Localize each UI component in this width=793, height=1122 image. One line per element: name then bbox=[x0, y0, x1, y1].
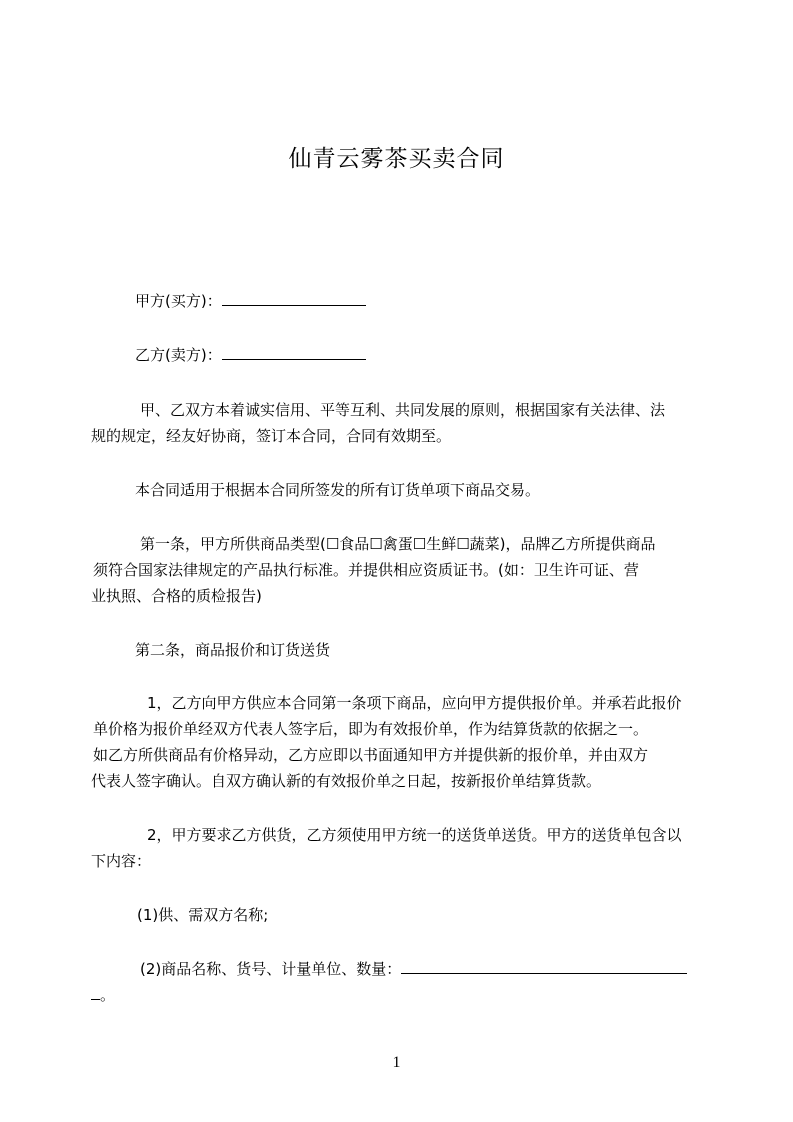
sub-item-2-label: (2)商品名称、货号、计量单位、数量： bbox=[140, 960, 402, 978]
document-title: 仙青云雾茶买卖合同 bbox=[288, 146, 505, 172]
sub-item-2-blank[interactable] bbox=[401, 958, 687, 974]
item2-line-1: 2，甲方要求乙方供货，乙方须使用甲方统一的送货单送货。甲方的送货单包含以 bbox=[147, 826, 682, 844]
article2-heading: 第二条，商品报价和订货送货 bbox=[135, 641, 331, 659]
sub-item-1: (1)供、需双方名称; bbox=[137, 906, 269, 924]
article1-line-1: 第一条，甲方所供商品类型(☐食品☐禽蛋☐生鲜☐蔬菜)，品牌乙方所提供商品 bbox=[140, 535, 656, 553]
party-a-blank[interactable] bbox=[222, 290, 366, 306]
sub-item-2-continuation bbox=[91, 982, 711, 1008]
item2-line-2: 下内容： bbox=[91, 852, 152, 870]
item1-line-4: 代表人签字确认。自双方确认新的有效报价单之日起，按新报价单结算货款。 bbox=[91, 772, 602, 790]
item1-line-3: 如乙方所供商品有价格异动，乙方应即以书面通知甲方并提供新的报价单，并由双方 bbox=[93, 746, 649, 764]
party-b-blank[interactable] bbox=[222, 344, 366, 360]
sub-item-2-end: 。 bbox=[100, 986, 116, 1004]
intro-line-2: 规的规定，经友好协商，签订本合同，合同有效期至。 bbox=[91, 427, 452, 445]
sub-item-2-blank-tail[interactable] bbox=[91, 984, 100, 1000]
sub-item-2 bbox=[140, 956, 760, 982]
party-a-line bbox=[135, 288, 755, 314]
page-number: 1 bbox=[392, 1054, 401, 1071]
article1-line-3: 业执照、合格的质检报告) bbox=[91, 587, 262, 605]
article1-line-2: 须符合国家法律规定的产品执行标准。并提供相应资质证书。(如：卫生许可证、营 bbox=[93, 561, 639, 579]
item1-line-1: 1，乙方向甲方供应本合同第一条项下商品，应向甲方提供报价单。并承若此报价 bbox=[147, 694, 682, 712]
party-a-label: 甲方(买方)： bbox=[135, 292, 222, 310]
item1-line-2: 单价格为报价单经双方代表人签字后，即为有效报价单，作为结算货款的依据之一。 bbox=[93, 720, 649, 738]
party-b-line bbox=[135, 342, 755, 368]
intro-line-1: 甲、乙双方本着诚实信用、平等互利、共同发展的原则，根据国家有关法律、法 bbox=[140, 401, 666, 419]
scope-paragraph: 本合同适用于根据本合同所签发的所有订货单项下商品交易。 bbox=[135, 481, 541, 499]
party-b-label: 乙方(卖方)： bbox=[135, 346, 222, 364]
